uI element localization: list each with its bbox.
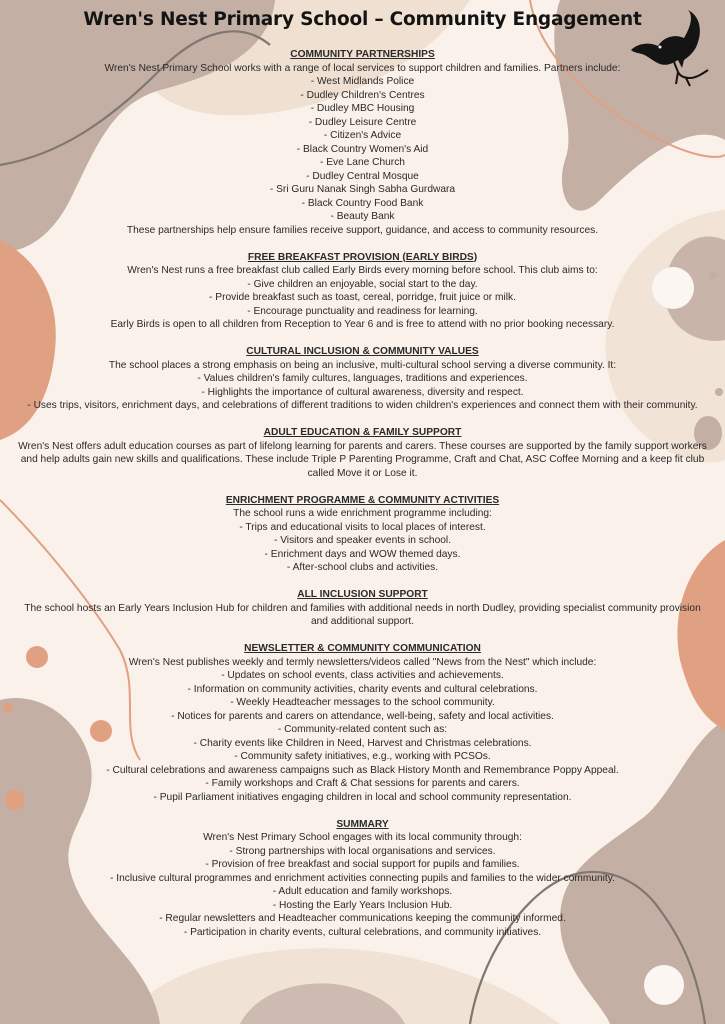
section-line: - Strong partnerships with local organisations and services. xyxy=(229,845,496,857)
section-enrichment xyxy=(16,494,709,575)
section-heading: CULTURAL INCLUSION & COMMUNITY VALUES xyxy=(246,346,479,357)
section-line: - Eve Lane Church xyxy=(320,157,405,168)
section-line: Wren's Nest runs a free breakfast club called Early Birds every morning before school. This club aims to: xyxy=(127,265,598,276)
section-line: - Weekly Headteacher messages to the school community. xyxy=(230,697,495,708)
section-line: - Highlights the importance of cultural awareness, diversity and respect. xyxy=(201,386,524,398)
section-line: - Values children's family cultures, languages, traditions and experiences. xyxy=(197,373,528,384)
section-line: - Updates on school events, class activities and achievements. xyxy=(221,670,504,681)
section-line: - Provision of free breakfast and social support for pupils and families. xyxy=(205,859,520,870)
section-adult-education xyxy=(16,426,709,480)
section-line: The school hosts an Early Years Inclusion Hub for children and families with additional needs in north Dudley, providing specialist community provision and additional support. xyxy=(24,602,701,627)
section-line: Wren's Nest offers adult education courses as part of lifelong learning for parents and carers. These courses are supported by the family support workers and help adults gain new skills and qualifications. These include Triple P Parenting Programme, Craft and Chat, ASC Coffee Morning and a keep fit club called Move it or Lose it. xyxy=(18,440,707,479)
section-heading: ENRICHMENT PROGRAMME & COMMUNITY ACTIVITIES xyxy=(225,494,500,506)
section-line: Early Birds is open to all children from Reception to Year 6 and is free to attend with no prior booking necessary. xyxy=(110,319,615,330)
section-cultural-inclusion xyxy=(16,345,709,413)
section-line: - Provide breakfast such as toast, cereal, porridge, fruit juice or milk. xyxy=(209,292,516,303)
section-line: - West Midlands Police xyxy=(310,76,415,87)
section-heading: ADULT EDUCATION & FAMILY SUPPORT xyxy=(263,427,462,438)
section-line: Wren's Nest publishes weekly and termly newsletters/videos called "News from the Nest" which include: xyxy=(128,656,597,668)
section-line: - Sri Guru Nanak Singh Sabha Gurdwara xyxy=(269,184,456,195)
section-line: - Information on community activities, charity events and cultural celebrations. xyxy=(187,683,538,695)
section-newsletter xyxy=(16,642,709,804)
section-line: - Dudley Leisure Centre xyxy=(308,116,417,128)
section-heading: COMMUNITY PARTNERSHIPS xyxy=(290,49,435,60)
section-line: - Dudley Central Mosque xyxy=(306,170,419,182)
section-line: Wren's Nest Primary School engages with its local community through: xyxy=(203,832,522,843)
section-line: - Beauty Bank xyxy=(330,211,395,222)
section-free-breakfast xyxy=(16,251,709,332)
section-line: The school runs a wide enrichment programme including: xyxy=(233,508,492,519)
section-line: - Adult education and family workshops. xyxy=(272,886,453,897)
section-line: - Black Country Women's Aid xyxy=(296,143,429,155)
section-heading: NEWSLETTER & COMMUNITY COMMUNICATION xyxy=(244,643,481,654)
section-line: - Family workshops and Craft & Chat sessions for parents and carers. xyxy=(205,778,520,789)
section-line: - Dudley MBC Housing xyxy=(310,103,415,114)
section-line: - Dudley Children's Centres xyxy=(300,89,425,101)
document-body xyxy=(16,48,709,953)
section-line: - Enrichment days and WOW themed days. xyxy=(264,548,461,560)
section-line: - Black Country Food Bank xyxy=(301,197,424,209)
section-inclusion-support xyxy=(16,588,709,629)
section-line: - Trips and educational visits to local places of interest. xyxy=(239,521,486,533)
section-line: - Pupil Parliament initiatives engaging children in local and school community representation. xyxy=(153,791,572,803)
section-line: These partnerships help ensure families receive support, guidance, and access to community resources. xyxy=(126,224,599,236)
section-line: - After-school clubs and activities. xyxy=(286,562,439,573)
section-line: - Citizen's Advice xyxy=(323,130,402,141)
section-line: - Community safety initiatives, e.g., working with PCSOs. xyxy=(234,751,491,762)
section-line: - Hosting the Early Years Inclusion Hub. xyxy=(272,899,453,911)
section-heading: ALL INCLUSION SUPPORT xyxy=(297,589,428,600)
section-heading: SUMMARY xyxy=(336,818,389,830)
section-line: - Encourage punctuality and readiness for learning. xyxy=(247,305,478,317)
section-line: - Regular newsletters and Headteacher communications keeping the community informed. xyxy=(159,913,566,924)
page-title: Wren's Nest Primary School – Community Engagement xyxy=(83,9,642,30)
section-line: - Notices for parents and carers on attendance, well-being, safety and local activities. xyxy=(171,710,554,722)
section-line: - Community-related content such as: xyxy=(277,724,448,735)
section-line: The school places a strong emphasis on being an inclusive, multi-cultural school serving a diverse community. It: xyxy=(108,359,617,371)
section-line: Wren's Nest Primary School works with a range of local services to support children and families. Partners include: xyxy=(104,62,621,74)
section-community-partnerships xyxy=(16,48,709,237)
section-line: - Uses trips, visitors, enrichment days, and celebrations of different traditions to widen children's experiences and connect them with their community. xyxy=(27,400,698,411)
section-line: - Inclusive cultural programmes and enrichment activities connecting pupils and families to the wider community. xyxy=(110,872,615,884)
section-line: - Charity events like Children in Need, Harvest and Christmas celebrations. xyxy=(193,737,532,749)
section-line: - Cultural celebrations and awareness campaigns such as Black History Month and Remembrance Poppy Appeal. xyxy=(106,764,619,776)
section-summary xyxy=(16,818,709,940)
section-line: - Participation in charity events, cultural celebrations, and community initiatives. xyxy=(183,926,542,938)
section-heading: FREE BREAKFAST PROVISION (EARLY BIRDS) xyxy=(247,251,478,263)
section-line: - Give children an enjoyable, social start to the day. xyxy=(247,278,478,290)
section-line: - Visitors and speaker events in school. xyxy=(273,535,452,546)
